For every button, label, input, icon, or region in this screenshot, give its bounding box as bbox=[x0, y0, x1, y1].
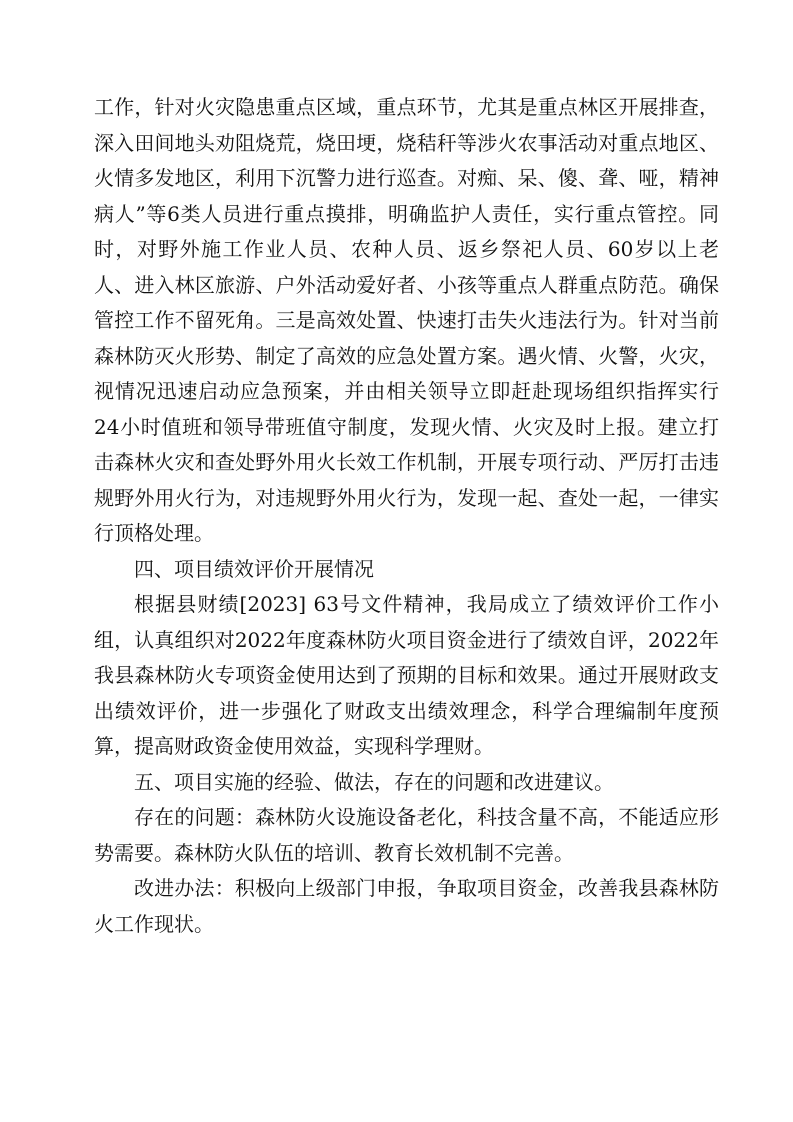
paragraph-existing-problems: 存在的问题：森林防火设施设备老化，科技含量不高，不能适应形势需要。森林防火队伍的培训、教育长效机制不完善。 bbox=[94, 805, 719, 865]
section-heading-performance-evaluation: 四、项目绩效评价开展情况 bbox=[134, 556, 374, 581]
paragraph-fire-prevention-work: 工作，针对火灾隐患重点区域，重点环节，尤其是重点林区开展排查，深入田间地头劝阻烧荒，烧田埂，烧秸秆等涉火农事活动对重点地区、火情多发地区，利用下沉警力进行巡查。对痴、呆、傻、聋、哑，精神病人”等6类人员进行重点摸排，明确监护人责任，实行重点管控。同时，对野外施工作业人员、农种人员、返乡祭祀人员、60岁以上老人、进入林区旅游、户外活动爱好者、小孩等重点人群重点防范。确保管控工作不留死角。三是高效处置、快速打击失火违法行为。针对当前森林防灭火形势、制定了高效的应急处置方案。遇火情、火警，火灾，视情况迅速启动应急预案，并由相关领导立即赶赴现场组织指挥实行24小时值班和领导带班值守制度，发现火情、火灾及时上报。建立打击森林火灾和查处野外用火长效工作机制，开展专项行动、严厉打击违规野外用火行为，对违规野外用火行为，发现一起、查处一起，一律实行顶格处理。 bbox=[94, 95, 719, 545]
section-heading-experience-problems: 五、项目实施的经验、做法，存在的问题和改进建议。 bbox=[134, 769, 614, 794]
paragraph-improvement-measures: 改进办法：积极向上级部门申报，争取项目资金，改善我县森林防火工作现状。 bbox=[94, 876, 719, 936]
paragraph-performance-evaluation: 根据县财绩[2023] 63号文件精神，我局成立了绩效评价工作小组，认真组织对2022年度森林防火项目资金进行了绩效自评，2022年我县森林防火专项资金使用达到了预期的目标和效果。通过开展财政支出绩效评价，进一步强化了财政支出绩效理念，科学合理编制年度预算，提高财政资金使用效益，实现科学理财。 bbox=[94, 592, 719, 758]
document-body bbox=[94, 90, 719, 942]
